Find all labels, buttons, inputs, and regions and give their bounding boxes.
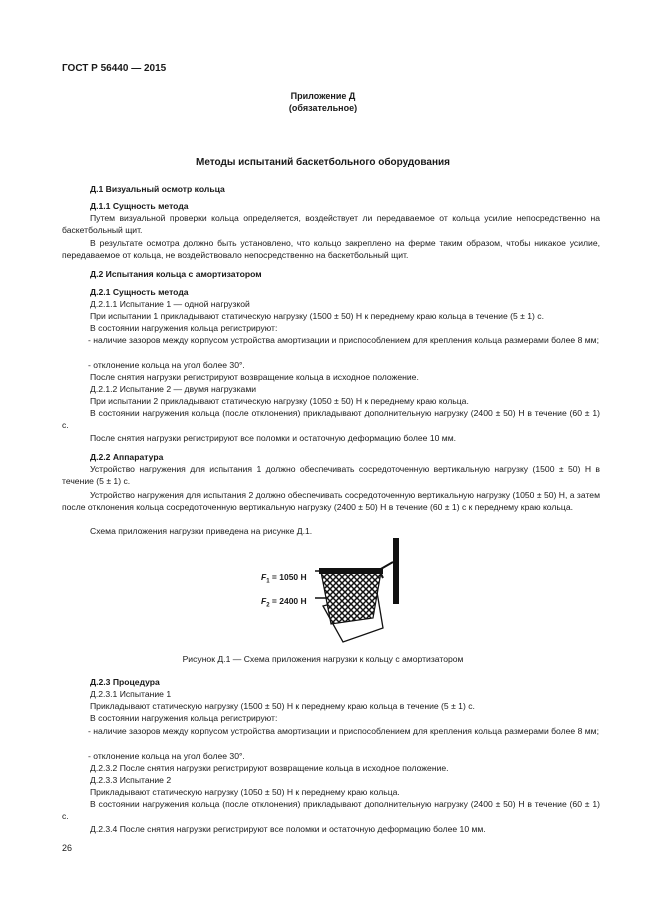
subsection-d211: Д.2.1.1 Испытание 1 — одной нагрузкой <box>90 299 250 309</box>
section-d21-heading: Д.2.1 Сущность метода <box>90 287 189 297</box>
section-d11-heading: Д.1.1 Сущность метода <box>90 201 189 211</box>
section-d22-heading: Д.2.2 Аппаратура <box>90 452 164 462</box>
text-line: Прикладывают статическую нагрузку (1050 ± 50) Н к переднему краю кольца. <box>90 787 400 797</box>
text-line: При испытании 2 прикладывают статическую нагрузку (1050 ± 50) Н к переднему краю кольца. <box>90 396 469 406</box>
paragraph-d11-2: В результате осмотра должно быть установлено, что кольцо закреплено на ферме таким образом, чтобы никакое усилие, передаваемое от кольца, не воздействовало непосредственно на баскетбольный щит. <box>62 238 600 260</box>
basket-net <box>321 572 381 624</box>
subsection-d212: Д.2.1.2 Испытание 2 — двумя нагрузками <box>90 384 257 394</box>
force-label-f1: $F_1 = 1050$ Н <box>261 572 307 585</box>
backboard <box>393 538 399 604</box>
paragraph-d22-1: Устройство нагружения для испытания 1 должно обеспечивать сосредоточенную вертикальную нагрузку (1500 ± 50) Н в течение (5 ± 1) с. <box>62 464 600 486</box>
force-label-f2: $F_2 = 2400$ Н <box>261 596 307 609</box>
appendix-subtitle: (обязательное) <box>288 103 358 113</box>
text-line: В состоянии нагружения кольца регистрируют: <box>90 713 278 723</box>
paragraph-d233: В состоянии нагружения кольца (после отклонения) прикладывают дополнительную нагрузку (2400 ± 50) Н в течение (60 ± 1) с. <box>62 799 600 821</box>
section-d2-heading: Д.2 Испытания кольца с амортизатором <box>90 269 262 279</box>
list-item-gaps: - наличие зазоров между корпусом устройства амортизации и приспособлением для крепления кольца размерами более 8 мм; <box>88 335 599 345</box>
subsection-d232: Д.2.3.2 После снятия нагрузки регистрируют возвращение кольца в исходное положение. <box>90 763 449 773</box>
text-line: При испытании 1 прикладывают статическую нагрузку (1500 ± 50) Н к переднему краю кольца в течение (5 ± 1) с. <box>90 311 544 321</box>
paragraph-d11-1: Путем визуальной проверки кольца определяется, воздействует ли передаваемое от кольца усилие непосредственно на баскетбольный щит. <box>62 213 600 235</box>
text-line: В состоянии нагружения кольца регистрируют: <box>90 323 278 333</box>
text-line: Схема приложения нагрузки приведена на рисунке Д.1. <box>90 526 313 536</box>
text-line: После снятия нагрузки регистрируют возвращение кольца в исходное положение. <box>90 372 419 382</box>
hoop-ring <box>319 568 383 574</box>
main-title: Методы испытаний баскетбольного оборудования <box>195 157 450 168</box>
paragraph-d212: В состоянии нагружения кольца (после отклонения) прикладывают дополнительную нагрузку (2400 ± 50) Н в течение (60 ± 1) с. <box>62 408 600 430</box>
list-item-deviation: - отклонение кольца на угол более 30°. <box>88 360 245 370</box>
standard-header: ГОСТ Р 56440 — 2015 <box>62 63 167 74</box>
page-number: 26 <box>62 843 73 853</box>
text-line: Прикладывают статическую нагрузку (1500 ± 50) Н к переднему краю кольца в течение (5 ± 1) с. <box>90 701 475 711</box>
list-item-deviation: - отклонение кольца на угол более 30°. <box>88 751 245 761</box>
subsection-d234: Д.2.3.4 После снятия нагрузки регистрируют все поломки и остаточную деформацию более 10 мм. <box>90 824 486 834</box>
list-item-gaps: - наличие зазоров между корпусом устройства амортизации и приспособлением для крепления кольца размерами более 8 мм; <box>88 726 599 736</box>
subsection-d233: Д.2.3.3 Испытание 2 <box>90 775 172 785</box>
figure-caption: Рисунок Д.1 — Схема приложения нагрузки к кольцу с амортизатором <box>182 654 464 664</box>
appendix-title: Приложение Д <box>290 91 356 101</box>
section-d23-heading: Д.2.3 Процедура <box>90 677 160 687</box>
paragraph-d22-2: Устройство нагружения для испытания 2 должно обеспечивать сосредоточенную вертикальную нагрузку (1050 ± 50) Н, а затем после отклонения кольца сосредоточенную вертикальную нагрузку (2400 ± 50) Н в течение (60 ± 1) с к переднему краю кольца. <box>62 490 600 512</box>
section-d1-heading: Д.1 Визуальный осмотр кольца <box>90 184 225 194</box>
text-line: После снятия нагрузки регистрируют все поломки и остаточную деформацию более 10 мм. <box>90 433 456 443</box>
figure-d1 <box>255 532 415 650</box>
subsection-d231: Д.2.3.1 Испытание 1 <box>90 689 172 699</box>
hoop-load-diagram <box>255 532 415 650</box>
